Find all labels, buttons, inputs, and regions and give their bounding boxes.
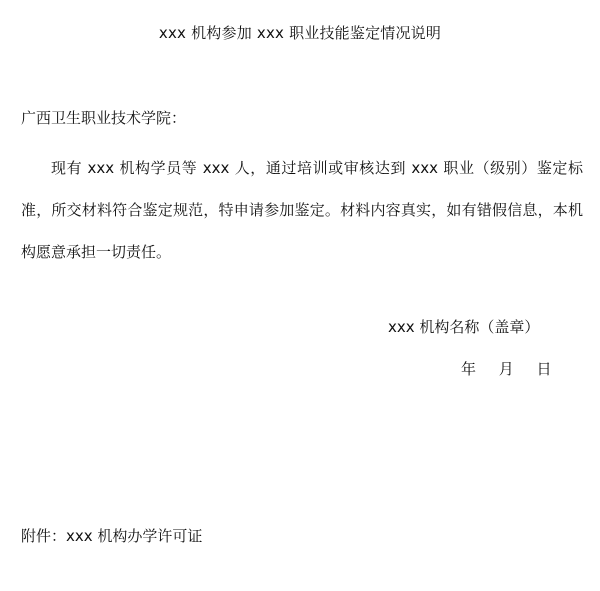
attachment-note: 附件：xxx 机构办学许可证: [21, 527, 203, 545]
salutation: 广西卫生职业技术学院：: [21, 109, 187, 127]
signature-organization: xxx 机构名称（盖章）: [388, 318, 540, 336]
document-title: xxx 机构参加 xxx 职业技能鉴定情况说明: [158, 24, 442, 42]
signature-date: 年 月 日: [461, 360, 552, 378]
body-paragraph: 现有 xxx 机构学员等 xxx 人，通过培训或审核达到 xxx 职业（级别）鉴定标准，所交材料符合鉴定规范，特申请参加鉴定。材料内容真实，如有错假信息，本机构愿意承担一切责任。: [21, 159, 583, 261]
